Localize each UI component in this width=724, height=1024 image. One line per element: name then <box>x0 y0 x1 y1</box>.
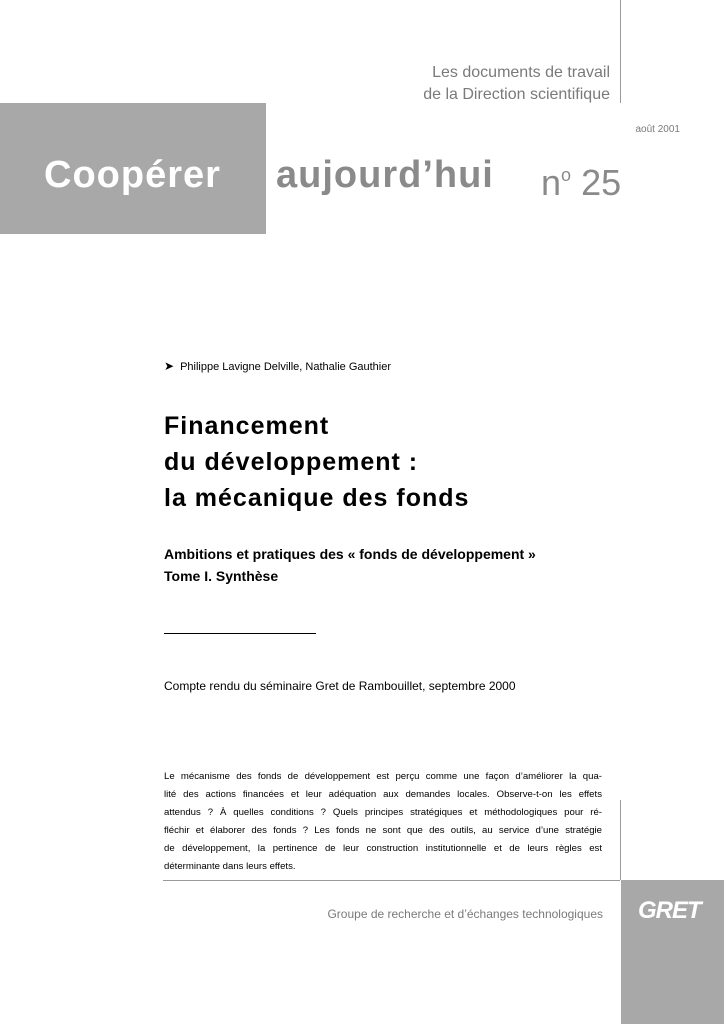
authors <box>164 359 391 373</box>
number-value: 25 <box>581 162 622 203</box>
abstract-line: fléchir et élaborer des fonds ? Les fonds ne sont que des outils, au service d’une stratégie <box>164 825 602 836</box>
bottom-horizontal-rule <box>163 880 620 881</box>
abstract-line: lité des actions financées et leur adéquation aux demandes locales. Observe-t-on les effets <box>164 789 602 800</box>
abstract <box>164 768 602 876</box>
series-line-2: de la Direction scientifique <box>423 86 610 103</box>
document-subtitle <box>164 543 536 587</box>
title-line: du développement : <box>164 448 419 476</box>
bottom-vertical-rule <box>620 800 621 880</box>
seminar-note: Compte rendu du séminaire Gret de Rambouillet, septembre 2000 <box>164 679 516 693</box>
title-line: la mécanique des fonds <box>164 484 470 512</box>
gret-logo: GRET <box>638 897 701 924</box>
abstract-line: déterminante dans leurs effets. <box>164 861 296 872</box>
series-line-1: Les documents de travail <box>432 64 610 81</box>
collection-name-part1: Coopérer <box>44 154 221 196</box>
subtitle-line-1: Ambitions et pratiques des « fonds de développement » <box>164 546 536 562</box>
publication-date: août 2001 <box>635 124 680 135</box>
publisher-name: Groupe de recherche et d’échanges technologiques <box>327 907 603 921</box>
collection-number <box>541 150 621 208</box>
author-names: Philippe Lavigne Delville, Nathalie Gauthier <box>180 361 392 373</box>
number-superscript: o <box>561 165 572 185</box>
abstract-line: de développement, la pertinence de leur construction institutionnelle et de leurs règles est <box>164 843 602 854</box>
arrow-icon: ➤ <box>164 359 175 373</box>
separator-rule <box>164 633 316 634</box>
document-title <box>164 408 469 516</box>
abstract-line: attendus ? À quelles conditions ? Quels principes stratégiques et méthodologiques pour ré- <box>164 807 602 818</box>
top-vertical-rule <box>620 0 621 103</box>
abstract-line: Le mécanisme des fonds de développement est perçu comme une façon d’améliorer la qua- <box>164 771 602 782</box>
title-line: Financement <box>164 412 330 440</box>
number-prefix: n <box>541 162 562 203</box>
collection-name-part2: aujourd’hui <box>276 154 494 196</box>
subtitle-line-2: Tome I. Synthèse <box>164 568 279 584</box>
